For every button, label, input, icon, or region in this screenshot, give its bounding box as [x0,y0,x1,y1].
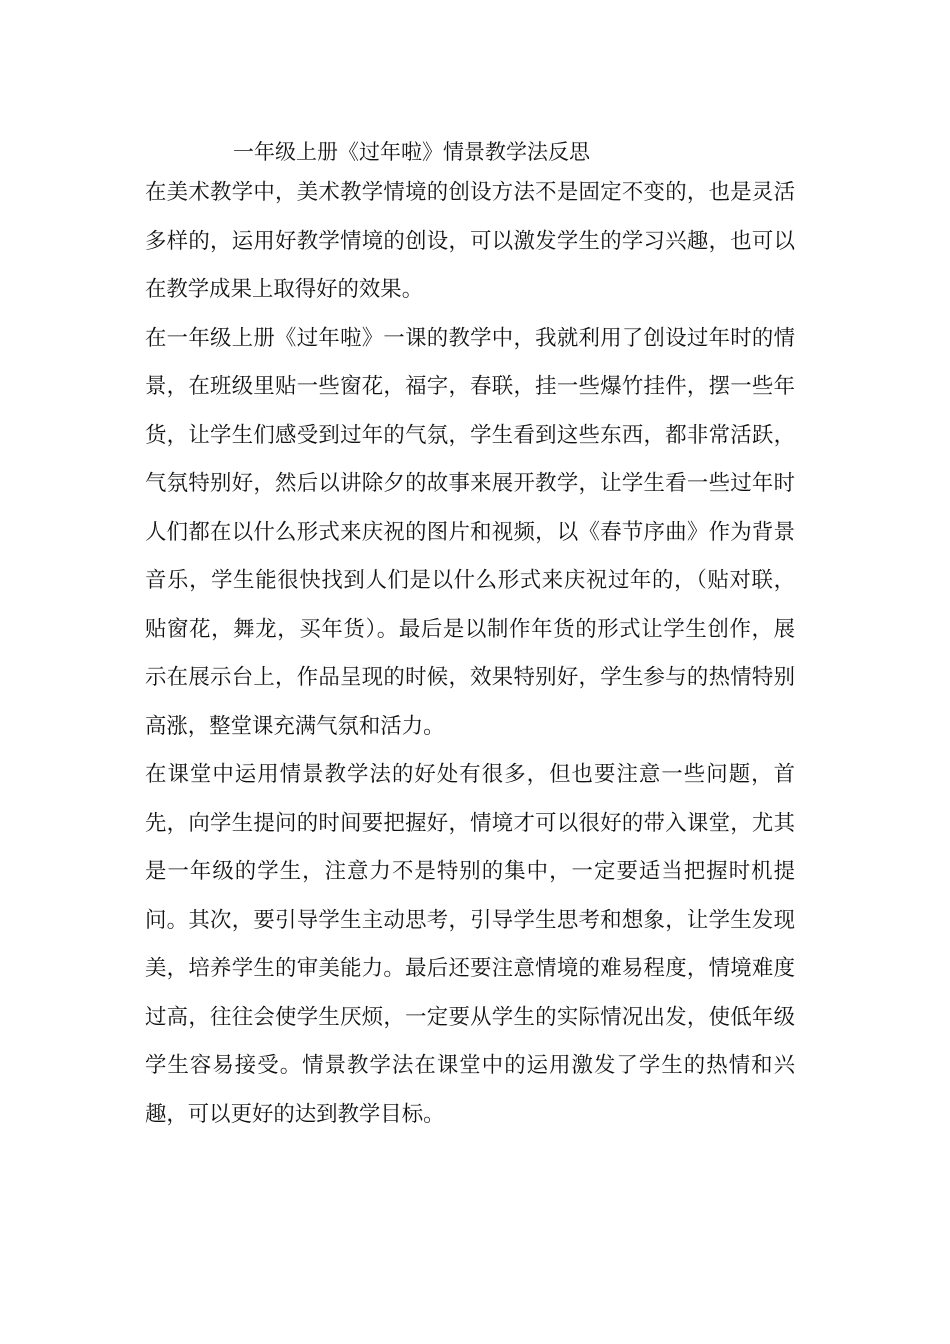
paragraph-reflection: 在课堂中运用情景教学法的好处有很多，但也要注意一些问题，首先，向学生提问的时间要把握好，情境才可以很好的带入课堂，尤其是一年级的学生，注意力不是特别的集中，一定要适当把握时机提问。其次，要引导学生主动思考，引导学生思考和想象，让学生发现美，培养学生的审美能力。最后还要注意情境的难易程度，情境难度过高，往往会使学生厌烦，一定要从学生的实际情况出发，使低年级学生容易接受。情景教学法在课堂中的运用激发了学生的热情和兴趣，可以更好的达到教学目标。 [145,762,795,1127]
paragraph-lesson-example: 在一年级上册《过年啦》一课的教学中，我就利用了创设过年时的情景，在班级里贴一些窗花，福字，春联，挂一些爆竹挂件，摆一些年货，让学生们感受到过年的气氛，学生看到这些东西，都非常活跃，气氛特别好，然后以讲除夕的故事来展开教学，让学生看一些过年时人们都在以什么形式来庆祝的图片和视频，以《春节序曲》作为背景音乐，学生能很快找到人们是以什么形式来庆祝过年的，（贴对联，贴窗花，舞龙，买年货）。最后是以制作年货的形式让学生创作，展示在展示台上，作品呈现的时候，效果特别好，学生参与的热情特别高涨，整堂课充满气氛和活力。 [145,325,795,739]
document-title: 一年级上册《过年啦》情景教学法反思 [233,140,590,164]
document-body [145,136,795,1139]
paragraph-intro: 在美术教学中，美术教学情境的创设方法不是固定不变的，也是灵活多样的，运用好教学情境的创设，可以激发学生的学习兴趣，也可以在教学成果上取得好的效果。 [145,180,795,302]
